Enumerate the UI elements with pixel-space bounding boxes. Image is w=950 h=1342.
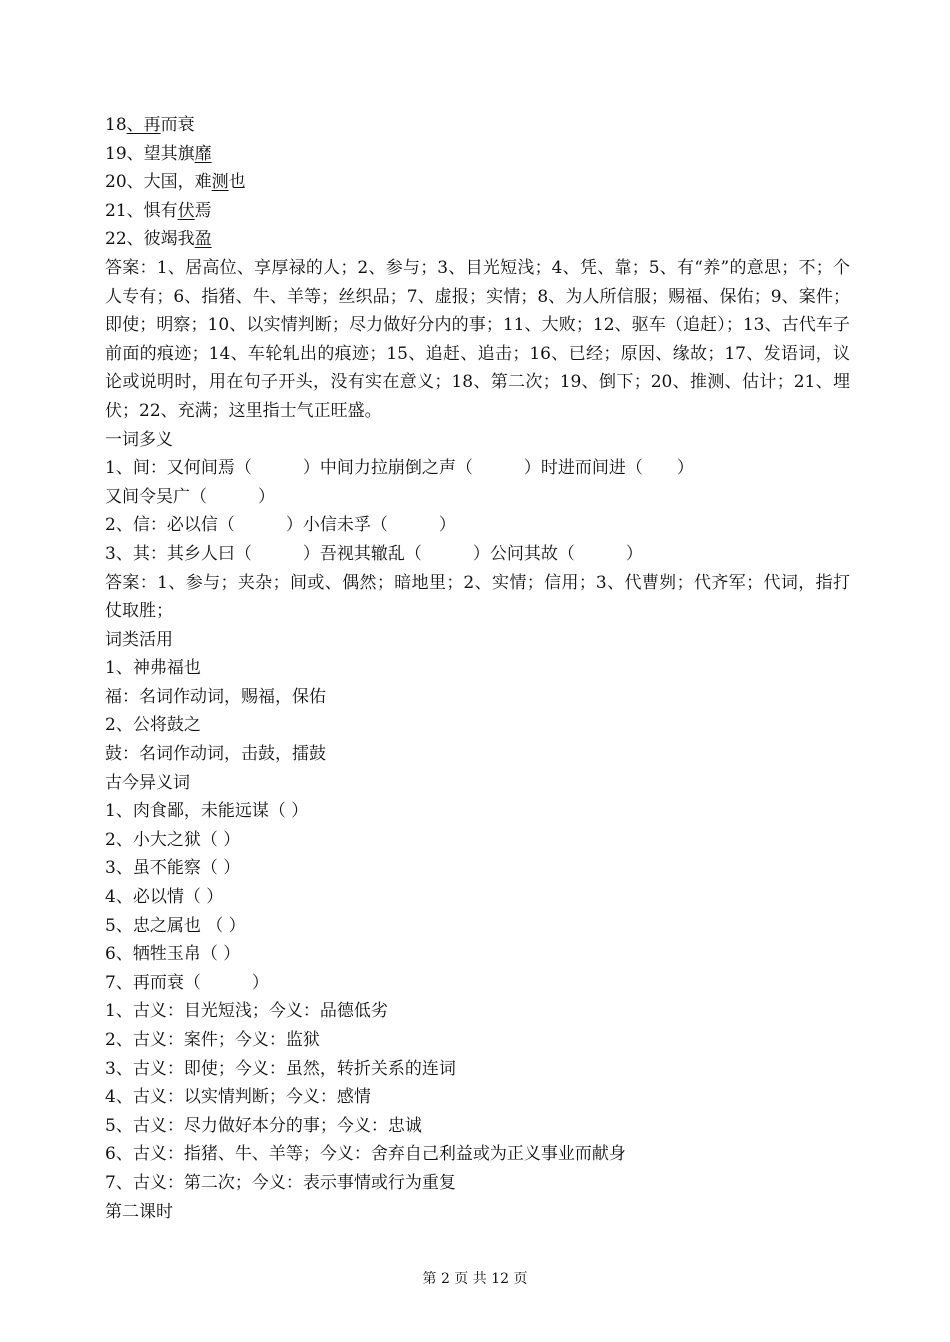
vocab-item-20 [105, 168, 850, 197]
word-class-explanation: 鼓：名词作动词，击鼓，擂鼓 [105, 744, 326, 765]
word-class-item: 1、神弗福也 [105, 658, 201, 679]
polysemy-item: 2、信：必以信（ ）小信未孚（ ） [105, 515, 456, 536]
ancient-modern-question: 7、再而衰（ ） [105, 972, 269, 993]
ancient-modern-answer: 3、古义：即使；今义：虽然，转折关系的连词 [105, 1058, 456, 1079]
ancient-modern-question: 2、小大之狱（ ） [105, 829, 241, 850]
polysemy-item: 1、间：又何间焉（ ）中间力拉崩倒之声（ ）时进而间进（ ） [105, 458, 694, 479]
underlined-word: 靡 [194, 143, 212, 164]
item-text: 21、惧有 [105, 200, 178, 221]
vocab-item-21 [105, 197, 850, 226]
ancient-modern-question: 5、忠之属也 （ ） [105, 915, 246, 936]
word-class-explanation: 福：名词作动词，赐福，保佑 [105, 686, 326, 707]
ancient-modern-answer: 7、古义：第二次；今义：表示事情或行为重复 [105, 1172, 456, 1193]
ancient-modern-answer: 4、古义：以实情判断；今义：感情 [105, 1087, 371, 1108]
polysemy-item: 又间令吴广（ ） [105, 486, 275, 507]
item-number: 18 [105, 115, 127, 135]
item-text: 而衰 [160, 115, 195, 135]
ancient-modern-answer: 5、古义：尽力做好本分的事；今义：忠诚 [105, 1115, 422, 1136]
underlined-word: 盈 [194, 229, 212, 250]
answer-paragraph-vocab: 答案：1、居高位、享厚禄的人；2、参与；3、目光短浅；4、凭、靠；5、有“养”的意思；不；个人专有；6、指猪、牛、羊等；丝织品；7、虚报；实情；8、为人所信服；赐福、保佑；9、案件；即使；明察；10、以实情判断；尽力做好分内的事；11、大败；12、驱车（追赶）；13、古代车子前面的痕迹；14、车轮轧出的痕迹；15、追赶、追击；16、已经；原因、缘故；17、发语词，议论或说明时，用在句子开头，没有实在意义；18、第二次；19、倒下；20、推测、估计；21、埋伏；22、充满；这里指士气正旺盛。 [105, 257, 850, 421]
vocab-item-18 [105, 111, 850, 140]
section-heading-ancient-modern: 古今异义词 [105, 772, 190, 793]
polysemy-item: 3、其：其乡人曰（ ）吾视其辙乱（ ）公问其故（ ） [105, 543, 643, 564]
ancient-modern-question: 1、肉食鄙，未能远谋（ ） [105, 801, 309, 822]
item-text: 焉 [194, 200, 212, 221]
ancient-modern-question: 3、虽不能察（ ） [105, 858, 241, 879]
underlined-word: 测 [211, 172, 229, 193]
ancient-modern-question: 4、必以情（ ） [105, 887, 224, 908]
section-heading-word-class: 词类活用 [105, 629, 173, 650]
ancient-modern-question: 6、牺牲玉帛（ ） [105, 944, 241, 965]
ancient-modern-answer: 2、古义：案件；今义：监狱 [105, 1030, 320, 1050]
underlined-word: 伏 [177, 200, 195, 221]
section-heading-polysemy: 一词多义 [105, 429, 173, 450]
page-footer: 第 2 页 共 12 页 [422, 1271, 528, 1287]
item-text: 19、望其旗 [105, 143, 195, 164]
underlined-word: 、再 [126, 115, 161, 135]
vocab-item-22 [105, 225, 850, 254]
answer-paragraph-polysemy: 答案：1、参与；夹杂；间或、偶然；暗地里；2、实情；信用；3、代曹刿；代齐军；代词，指打仗取胜； [105, 572, 850, 622]
vocab-item-19 [105, 140, 850, 169]
item-text: 20、大国，难 [105, 172, 212, 193]
item-text: 也 [228, 172, 246, 193]
word-class-item: 2、公将鼓之 [105, 715, 201, 736]
ancient-modern-answer: 1、古义：目光短浅；今义：品德低劣 [105, 1001, 388, 1022]
page-body [105, 111, 850, 1226]
item-text: 22、彼竭我 [105, 229, 195, 250]
section-heading-second-lesson: 第二课时 [105, 1201, 173, 1222]
ancient-modern-answer: 6、古义：指猪、牛、羊等；今义：舍弃自己利益或为正义事业而献身 [105, 1144, 626, 1165]
